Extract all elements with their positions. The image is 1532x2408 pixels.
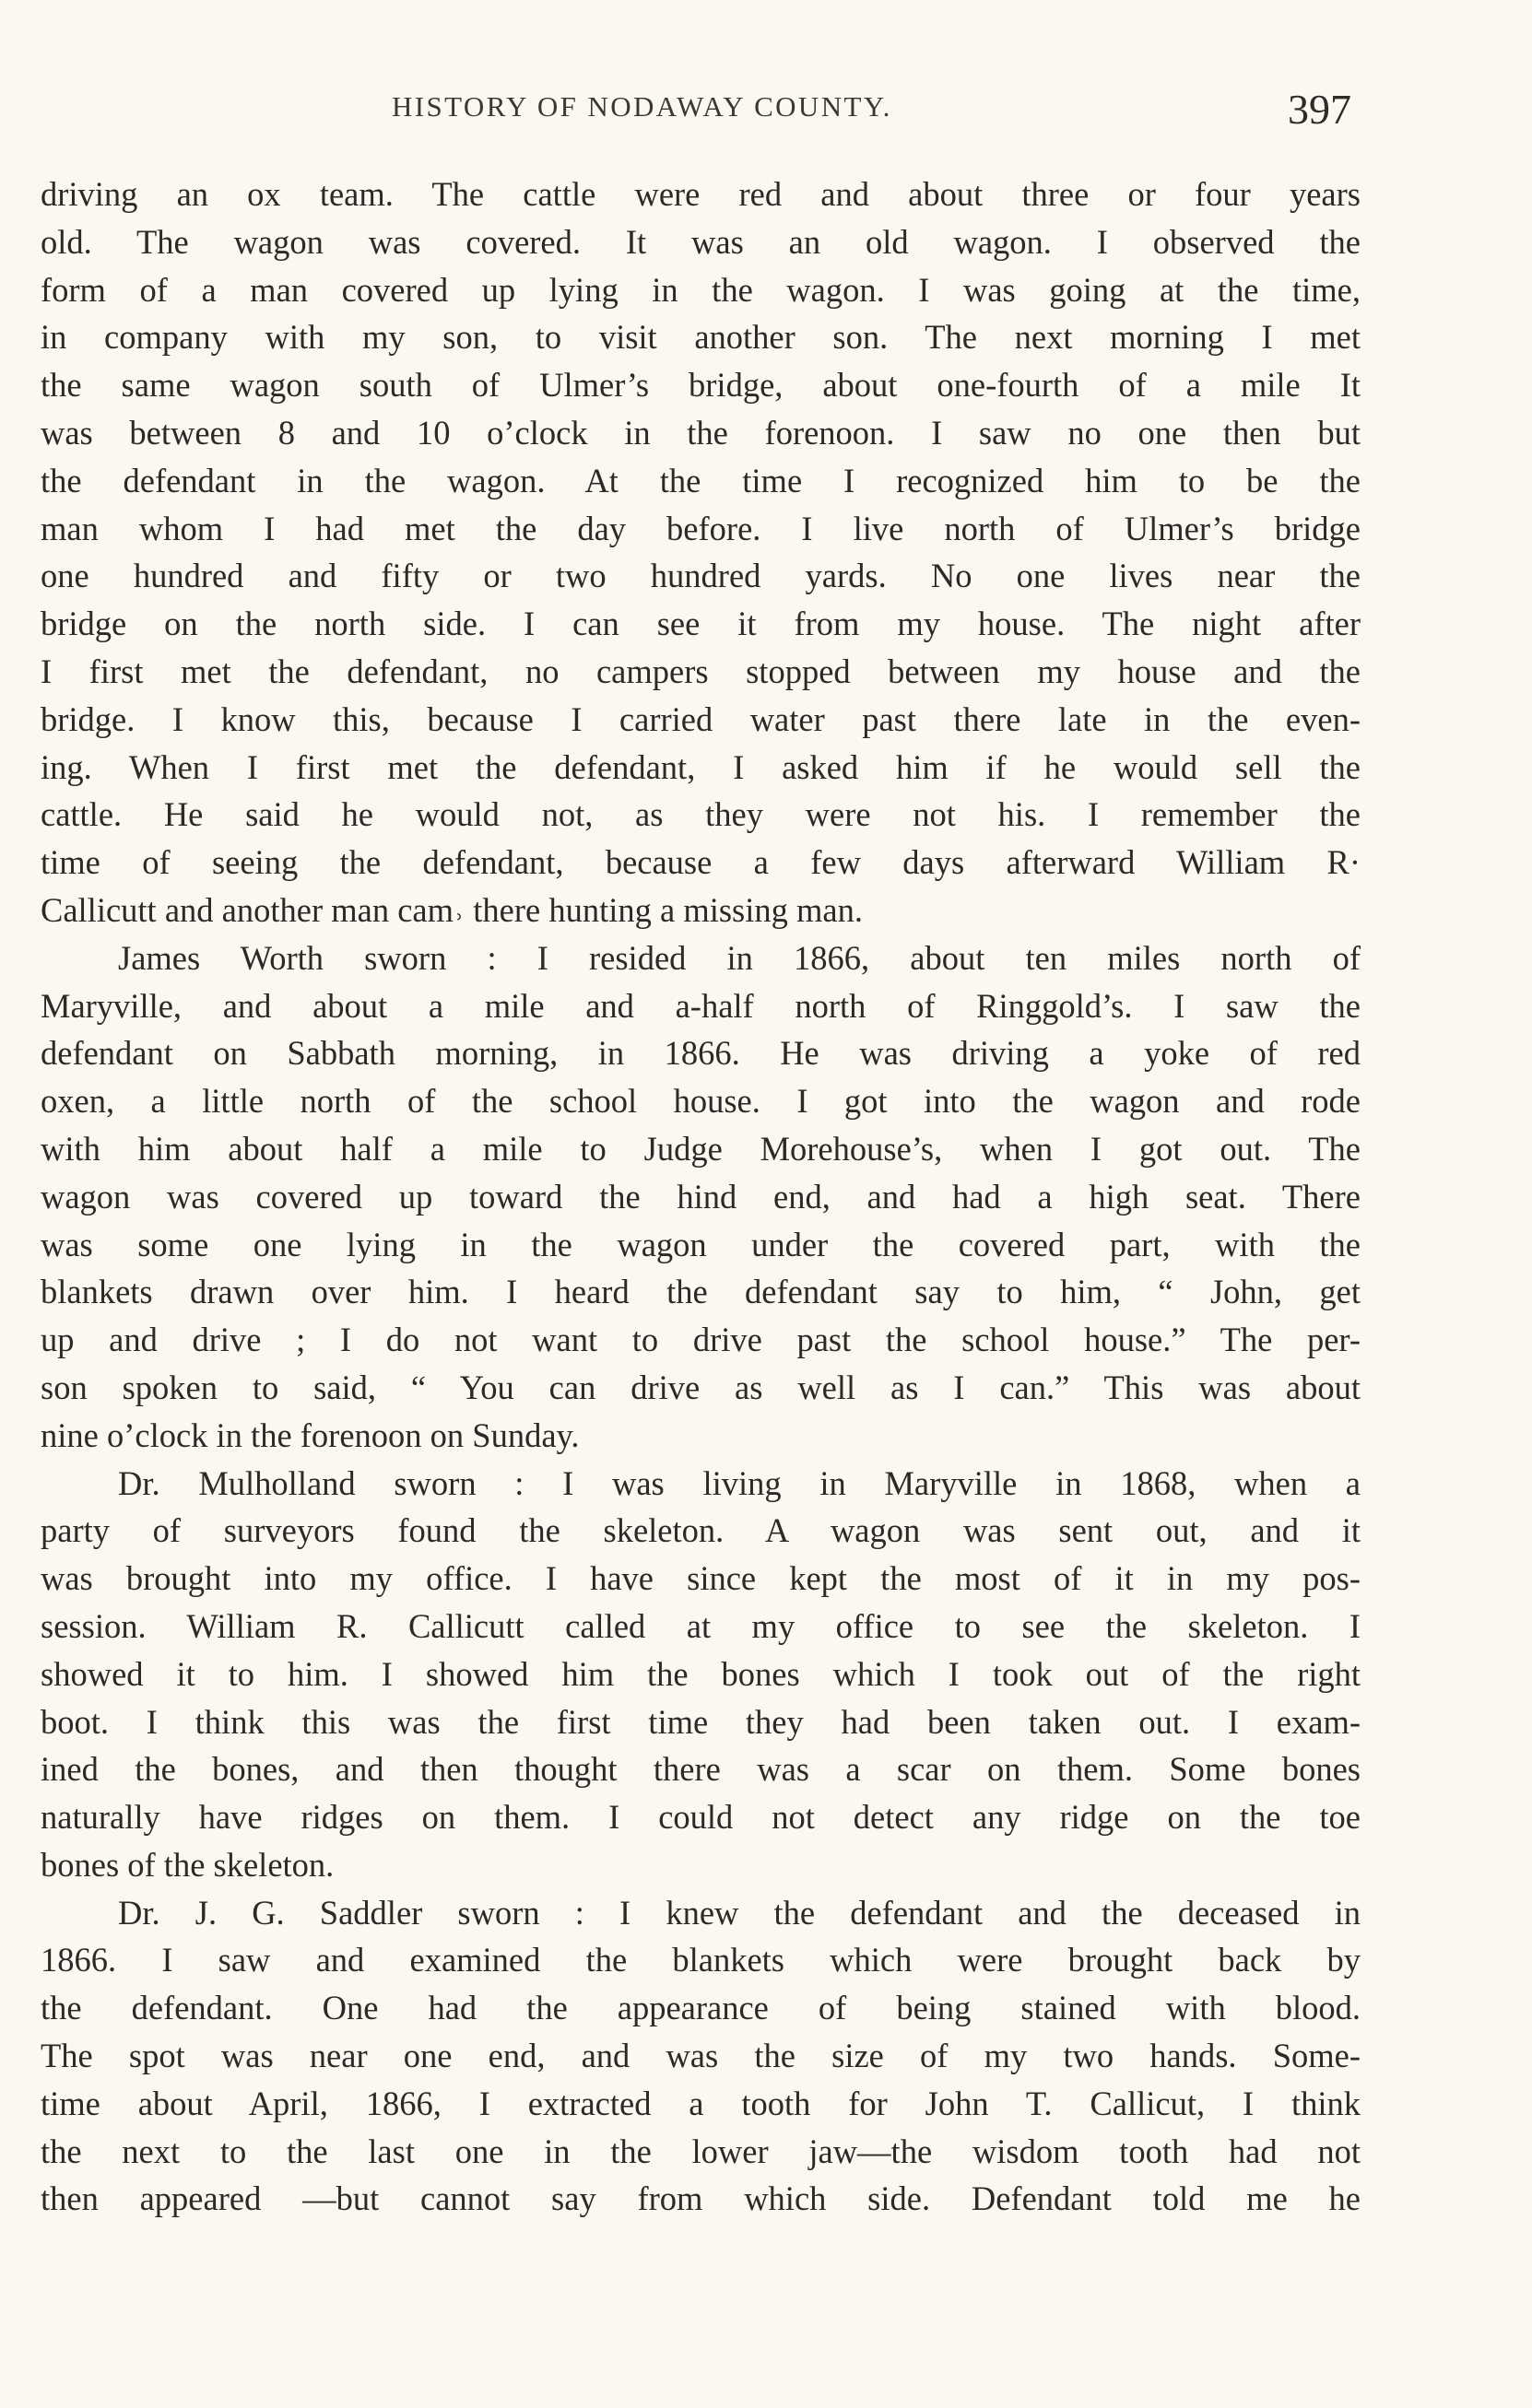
text-line: with him about half a mile to Judge Morehouse’s, when I got out. The <box>41 1129 1361 1168</box>
text-line: defendant on Sabbath morning, in 1866. He was driving a yoke of red <box>41 1034 1361 1073</box>
text-line: Dr. J. G. Saddler sworn : I knew the defendant and the deceased in <box>118 1893 1361 1932</box>
text-line: form of a man covered up lying in the wagon. I was going at the time, <box>41 270 1361 309</box>
page-number: 397 <box>1288 86 1351 133</box>
text-line: the defendant. One had the appearance of being stained with blood. <box>41 1989 1361 2027</box>
text-line: the next to the last one in the lower jaw—the wisdom tooth had not <box>41 2132 1361 2170</box>
text-line: Dr. Mulholland sworn : I was living in Maryville in 1868, when a <box>118 1463 1361 1502</box>
text-line: one hundred and fifty or two hundred yards. No one lives near the <box>41 557 1361 595</box>
text-line: ing. When I first met the defendant, I asked him if he would sell the <box>41 747 1361 786</box>
text-line: I first met the defendant, no campers stopped between my house and the <box>41 652 1361 690</box>
text-line: then appeared —but cannot say from which side. Defendant told me he <box>41 2179 1361 2218</box>
text-line: naturally have ridges on them. I could not detect any ridge on the toe <box>41 1798 1361 1837</box>
text-line: cattle. He said he would not, as they were not his. I remember the <box>41 795 1361 834</box>
text-line: showed it to him. I showed him the bones which I took out of the right <box>41 1654 1361 1693</box>
running-head <box>0 88 1532 153</box>
text-line: James Worth sworn : I resided in 1866, about ten miles north of <box>118 938 1361 977</box>
text-line: son spoken to said, “ You can drive as well as I can.” This was about <box>41 1368 1361 1406</box>
text-line: the same wagon south of Ulmer’s bridge, about one-fourth of a mile It <box>41 366 1361 405</box>
body-text <box>41 170 1361 2223</box>
text-line: nine o’clock in the forenoon on Sunday. <box>41 1415 580 1454</box>
text-line: 1866. I saw and examined the blankets which were brought back by <box>41 1941 1361 1979</box>
text-line: bridge on the north side. I can see it from my house. The night after <box>41 605 1361 643</box>
text-line: bones of the skeleton. <box>41 1845 335 1884</box>
text-line: was some one lying in the wagon under the covered part, with the <box>41 1225 1361 1263</box>
text-line: ined the bones, and then thought there was a scar on them. Some bones <box>41 1750 1361 1789</box>
text-line: was between 8 and 10 o’clock in the forenoon. I saw no one then but <box>41 413 1361 452</box>
text-line: bridge. I know this, because I carried water past there late in the even- <box>41 699 1361 738</box>
text-line: old. The wagon was covered. It was an old wagon. I observed the <box>41 222 1361 261</box>
text-line: time about April, 1866, I extracted a tooth for John T. Callicut, I think <box>41 2084 1361 2122</box>
text-line: The spot was near one end, and was the size of my two hands. Some- <box>41 2037 1361 2075</box>
text-line: up and drive ; I do not want to drive past the school house.” The per- <box>41 1321 1361 1359</box>
text-line: wagon was covered up toward the hind end, and had a high seat. There <box>41 1177 1361 1216</box>
running-title: HISTORY OF NODAWAY COUNTY. <box>392 90 892 123</box>
text-line: oxen, a little north of the school house. I got into the wagon and rode <box>41 1082 1361 1121</box>
text-line: session. William R. Callicutt called at my office to see the skeleton. I <box>41 1606 1361 1645</box>
text-line: boot. I think this was the first time they had been taken out. I exam- <box>41 1702 1361 1741</box>
text-line: the defendant in the wagon. At the time I recognized him to be the <box>41 461 1361 499</box>
text-line: was brought into my office. I have since kept the most of it in my pos- <box>41 1559 1361 1598</box>
text-line: party of surveyors found the skeleton. A wagon was sent out, and it <box>41 1511 1361 1550</box>
text-line: in company with my son, to visit another son. The next morning I met <box>41 318 1361 357</box>
text-line: Maryville, and about a mile and a-half north of Ringgold’s. I saw the <box>41 986 1361 1025</box>
text-line: blankets drawn over him. I heard the defendant say to him, “ John, get <box>41 1273 1361 1311</box>
text-line: Callicutt and another man cam˒ there hunting a missing man. <box>41 890 863 929</box>
text-line: man whom I had met the day before. I live north of Ulmer’s bridge <box>41 509 1361 547</box>
text-line: time of seeing the defendant, because a few days afterward William R· <box>41 843 1361 882</box>
text-line: driving an ox team. The cattle were red and about three or four years <box>41 175 1361 213</box>
